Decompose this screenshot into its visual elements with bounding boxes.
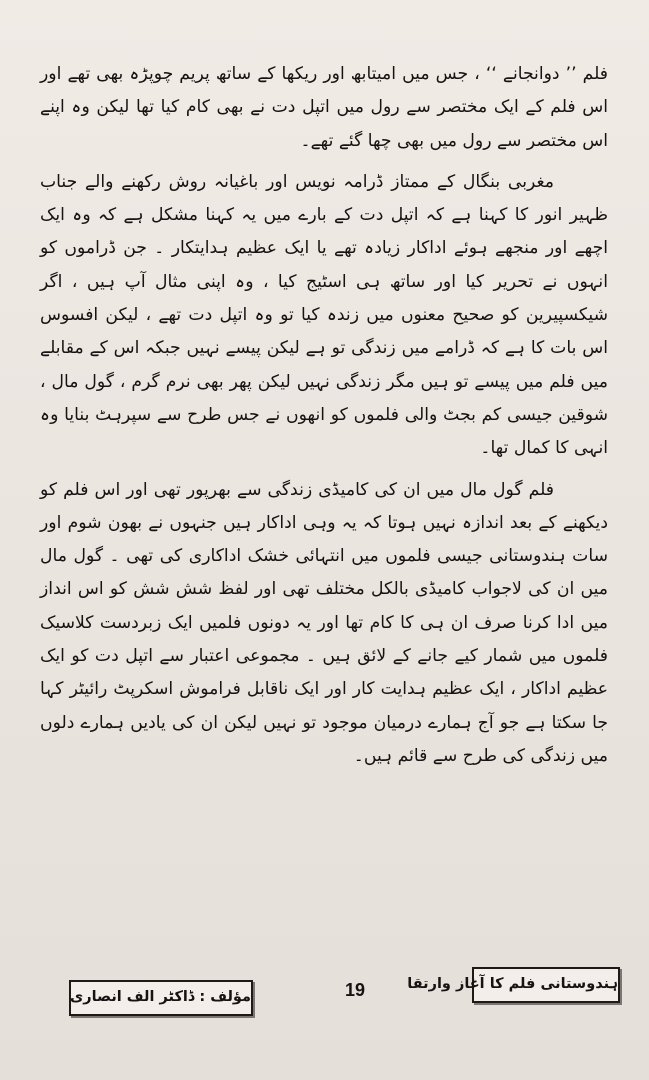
paragraph-2: مغربی بنگال کے ممتاز ڈرامہ نویس اور باغیانہ روش رکھنے والے جناب ظہیر انور کا کہنا ہے کہ اتپل دت کے بارے میں یہ کہنا مشکل ہے کہ وہ ایک اچھے اور منجھے ہوئے اداکار زیادہ تھے یا ایک عظیم ہدایتکار ۔ جن ڈراموں کو انہوں نے تحریر کیا اور ساتھ ہی اسٹیج کیا ، وہ اپنی مثال آپ ہیں ، اگر شیکسپیرین کو صحیح معنوں میں زندہ کیا تو وہ اتپل دت تھے ، لیکن افسوس اس بات کا ہے کہ ڈرامے میں زندگی تو ہے لیکن پیسے نہیں جبکہ اس کے مقابلے میں فلم میں پیسے تو ہیں مگر زندگی نہیں لیکن پھر بھی نرم گرم ، گول مال ، شوقین جیسی کم بجٹ والی فلموں کو انھوں نے جس طرح سے سپرہٹ بنایا وہ انہی کا کمال تھا۔ <box>40 171 608 459</box>
body-text <box>40 58 608 781</box>
page-footer <box>0 962 649 1022</box>
paragraph-3: فلم گول مال میں ان کی کامیڈی زندگی سے بھرپور تھی اور اس فلم کو دیکھنے کے بعد اندازہ نہیں ہوتا کہ یہ وہی اداکار ہیں جنہوں نے بھون شوم اور سات ہندوستانی جیسی فلموں میں انتہائی خشک اداکاری کی تھی ۔ گول مال میں ان کی لاجواب کامیڈی بالکل مختلف تھی اور لفظ شش شش کو اس انداز میں ادا کرنا صرف ان ہی کا کام تھا اور یہ دونوں فلمیں ایک زبردست کلاسیک فلموں میں شمار کیے جانے کے لائق ہیں ۔ مجموعی اعتبار سے اتپل دت کو ایک عظیم اداکار ، ایک عظیم ہدایت کار اور ایک ناقابل فراموش اسکرپٹ رائیٹر کہا جا سکتا ہے جو آج ہمارے درمیان موجود تو نہیں لیکن ان کی یادیں ہمارے دلوں میں زندگی کی طرح سے قائم ہیں۔ <box>40 479 608 766</box>
page-number: 19 <box>344 980 366 1000</box>
book-title-box: ہندوستانی فلم کا آغاز وارتقا <box>472 967 620 1003</box>
paragraph-1: فلم ’’ دوانجانے ‘‘ ، جس میں امیتابھ اور ریکھا کے ساتھ پریم چوپڑہ بھی تھے اور اس فلم کے ایک مختصر سے رول میں اتپل دت نے بھی کام کیا تھا لیکن وہ اپنے اس مختصر سے رول میں بھی چھا گئے تھے۔ <box>40 64 608 151</box>
author-box: مؤلف : ڈاکٹر الف انصاری <box>69 980 253 1016</box>
